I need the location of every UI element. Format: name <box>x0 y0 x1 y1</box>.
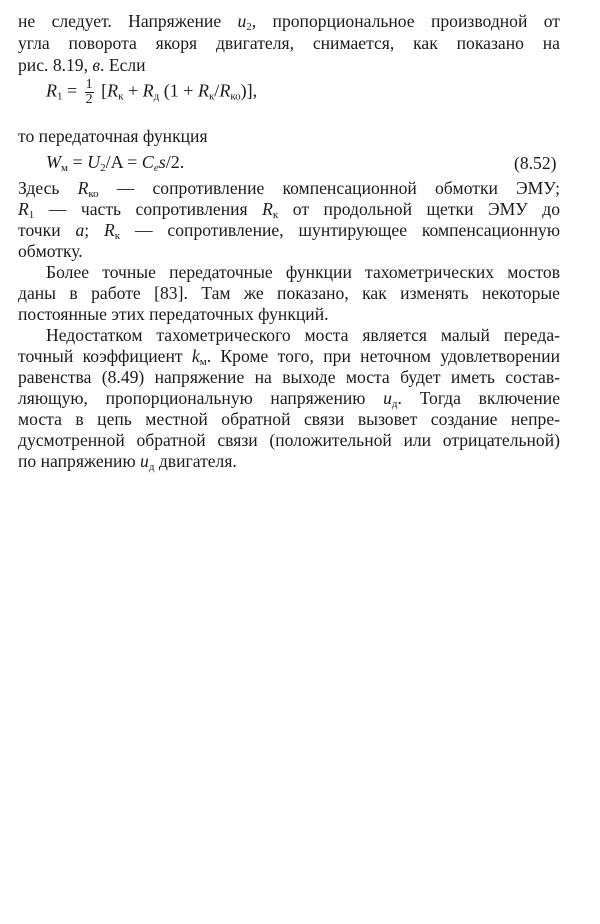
paragraph-3-line-1: Недостатком тахометрического моста является малый переда- <box>46 325 560 345</box>
text-line-6: $R_1$ — часть сопротивления $R_к$ от продольной щетки ЭМУ до <box>18 199 560 221</box>
paragraph-3-line-6: дусмотренной обратной связи (положительной или отрицательной) <box>18 430 560 450</box>
text-line-8: обмотку. <box>18 241 83 261</box>
text-line-5: Здесь $R_{ко}$ — сопротивление компенсационной обмотки ЭМУ; <box>18 178 560 200</box>
text-line-3: рис. 8.19, в. Если <box>18 55 146 75</box>
paragraph-2-line-3: постоянные этих передаточных функций. <box>18 304 329 324</box>
fraction-one-half: $\frac{1}{2}$ <box>85 77 93 107</box>
paragraph-2-line-1: Более точные передаточные функции тахометрических мостов <box>46 262 560 282</box>
formula-transfer-function: $W_м = U_2/A = C_es/2$. <box>46 152 185 174</box>
text-line-4: то передаточная функция <box>18 126 208 146</box>
paragraph-3-line-5: моста в цепь местной обратной связи вызовет создание непре- <box>18 409 560 429</box>
formula-r1: $R_1$ = $\frac{1}{2}$ [$R_к + R_д$ $(1 + R_к/R_{ко})$], <box>46 77 258 107</box>
equation-number: (8.52) <box>514 153 557 173</box>
text-line-2: угла поворота якоря двигателя, снимается, как показано на <box>18 33 560 53</box>
paragraph-2-line-2: даны в работе [83]. Там же показано, как изменять некоторые <box>18 283 560 303</box>
paragraph-3-line-7: по напряжению $u_д$ двигателя. <box>18 451 237 473</box>
text-line-7: точки а; $R_к$ — сопротивление, шунтирующее компенсационную <box>18 220 560 242</box>
paragraph-3-line-3: равенства (8.49) напряжение на выходе моста будет иметь состав- <box>18 367 560 387</box>
text-line-1: не следует. Напряжение $u_2$, пропорциональное производной от <box>18 11 560 33</box>
paragraph-3-line-4: ляющую, пропорциональную напряжению $u_д$. Тогда включение <box>18 388 561 410</box>
paragraph-3-line-2: точный коэффициент $k_м$. Кроме того, при неточном удовлетворении <box>18 346 560 368</box>
